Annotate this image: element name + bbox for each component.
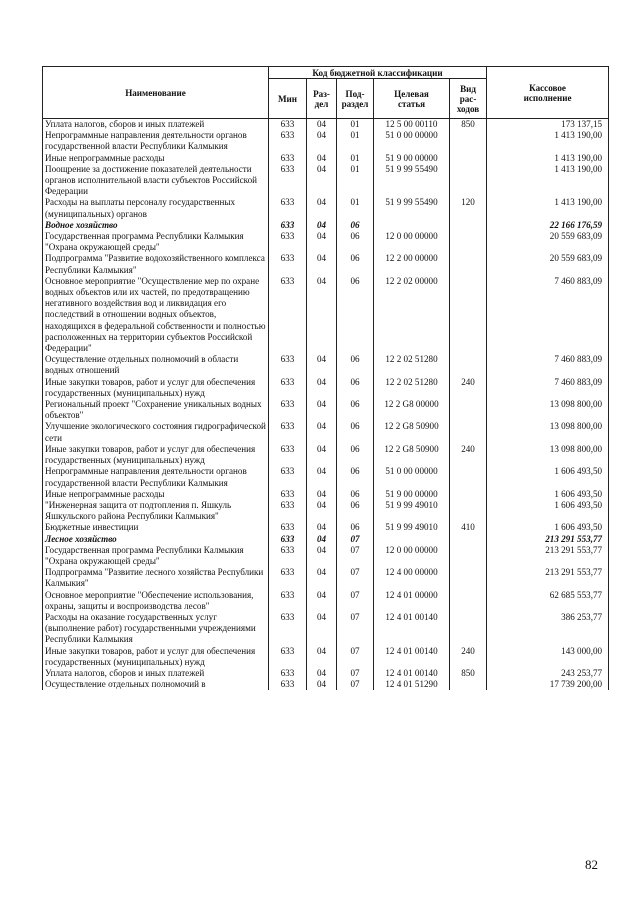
row-podrazdel: 07 (337, 534, 374, 545)
table-row (43, 399, 609, 421)
table-row (43, 545, 609, 567)
row-name: "Инженерная защита от подтопления п. Яшкуль Яшкульского района Республики Калмыкия" (43, 500, 269, 522)
table-row (43, 164, 609, 198)
row-razdel: 04 (307, 668, 337, 679)
row-min: 633 (269, 522, 307, 533)
row-razdel: 04 (307, 399, 337, 421)
row-target: 12 0 00 00000 (374, 545, 450, 567)
table-row (43, 567, 609, 589)
row-podrazdel: 06 (337, 489, 374, 500)
row-podrazdel: 07 (337, 545, 374, 567)
row-name: Основное мероприятие "Обеспечение использования, охраны, защиты и воспроизводства лесов" (43, 590, 269, 612)
row-amount: 7 460 883,09 (487, 354, 609, 376)
table-row (43, 444, 609, 466)
row-name: Поощрение за достижение показателей деятельности органов исполнительной власти субъектов Российской Федерации (43, 164, 269, 198)
row-name: Иные закупки товаров, работ и услуг для обеспечения государственных (муниципальных) нужд (43, 377, 269, 399)
row-podrazdel: 07 (337, 679, 374, 690)
row-amount: 386 253,77 (487, 612, 609, 646)
row-vid (450, 354, 487, 376)
row-vid (450, 500, 487, 522)
row-vid (450, 130, 487, 152)
row-vid: 120 (450, 197, 487, 219)
header-target: Целевая статья (374, 79, 450, 119)
row-podrazdel: 07 (337, 567, 374, 589)
row-target: 12 0 00 00000 (374, 231, 450, 253)
row-target: 51 9 99 49010 (374, 500, 450, 522)
row-amount: 1 606 493,50 (487, 500, 609, 522)
row-min: 633 (269, 590, 307, 612)
row-min: 633 (269, 377, 307, 399)
row-target: 12 5 00 00110 (374, 119, 450, 131)
table-row (43, 421, 609, 443)
row-podrazdel: 06 (337, 444, 374, 466)
row-amount: 1 413 190,00 (487, 153, 609, 164)
row-razdel: 04 (307, 545, 337, 567)
row-podrazdel: 06 (337, 399, 374, 421)
row-vid: 410 (450, 522, 487, 533)
row-min: 633 (269, 220, 307, 231)
row-target: 51 9 99 55490 (374, 197, 450, 219)
row-vid (450, 489, 487, 500)
row-amount: 20 559 683,09 (487, 231, 609, 253)
row-amount: 62 685 553,77 (487, 590, 609, 612)
row-amount: 1 413 190,00 (487, 130, 609, 152)
table-row (43, 612, 609, 646)
row-min: 633 (269, 153, 307, 164)
row-vid: 240 (450, 444, 487, 466)
row-min: 633 (269, 534, 307, 545)
row-min: 633 (269, 130, 307, 152)
row-name: Иные закупки товаров, работ и услуг для обеспечения государственных (муниципальных) нужд (43, 646, 269, 668)
row-min: 633 (269, 164, 307, 198)
row-amount: 1 606 493,50 (487, 522, 609, 533)
row-vid (450, 679, 487, 690)
row-target: 12 4 00 00000 (374, 567, 450, 589)
row-target: 12 2 02 51280 (374, 354, 450, 376)
row-amount: 143 000,00 (487, 646, 609, 668)
row-razdel: 04 (307, 421, 337, 443)
row-podrazdel: 06 (337, 354, 374, 376)
row-target: 12 2 00 00000 (374, 253, 450, 275)
header-min: Мин (269, 79, 307, 119)
row-vid (450, 534, 487, 545)
row-razdel: 04 (307, 119, 337, 131)
row-target: 12 2 G8 00000 (374, 399, 450, 421)
row-amount: 7 460 883,09 (487, 276, 609, 354)
row-name: Региональный проект "Сохранение уникальных водных объектов" (43, 399, 269, 421)
row-min: 633 (269, 444, 307, 466)
row-target: 12 4 01 51290 (374, 679, 450, 690)
table-row (43, 197, 609, 219)
row-razdel: 04 (307, 197, 337, 219)
row-name: Основное мероприятие "Осуществление мер по охране водных объектов или их частей, по предотвращению негативного воздействия вод и ликвидация его последствий в отношении водных объектов, находящихся в федеральной собственности и полностью расположенных на территории субъектов Российской Федерации" (43, 276, 269, 354)
table-row (43, 220, 609, 231)
row-name: Уплата налогов, сборов и иных платежей (43, 668, 269, 679)
row-razdel: 04 (307, 646, 337, 668)
row-razdel: 04 (307, 466, 337, 488)
row-razdel: 04 (307, 153, 337, 164)
table-row (43, 668, 609, 679)
row-razdel: 04 (307, 522, 337, 533)
table-row (43, 489, 609, 500)
table-row (43, 522, 609, 533)
row-name: Подпрограмма "Развитие водохозяйственного комплекса Республики Калмыкия" (43, 253, 269, 275)
row-razdel: 04 (307, 489, 337, 500)
row-amount: 1 413 190,00 (487, 197, 609, 219)
row-name: Лесное хозяйство (43, 534, 269, 545)
row-name: Улучшение экологического состояния гидрографической сети (43, 421, 269, 443)
row-vid (450, 276, 487, 354)
row-vid (450, 253, 487, 275)
row-min: 633 (269, 646, 307, 668)
row-min: 633 (269, 567, 307, 589)
header-name: Наименование (43, 67, 269, 119)
row-razdel: 04 (307, 130, 337, 152)
row-razdel: 04 (307, 444, 337, 466)
row-amount: 1 606 493,50 (487, 489, 609, 500)
row-min: 633 (269, 197, 307, 219)
row-min: 633 (269, 489, 307, 500)
row-podrazdel: 07 (337, 668, 374, 679)
row-target (374, 220, 450, 231)
row-amount: 20 559 683,09 (487, 253, 609, 275)
row-vid (450, 399, 487, 421)
row-target: 12 2 G8 50900 (374, 421, 450, 443)
row-razdel: 04 (307, 253, 337, 275)
row-target (374, 534, 450, 545)
table-row (43, 377, 609, 399)
page-number: 82 (585, 857, 598, 872)
row-podrazdel: 01 (337, 164, 374, 198)
row-podrazdel: 01 (337, 119, 374, 131)
budget-table (42, 66, 609, 690)
row-amount: 13 098 800,00 (487, 399, 609, 421)
row-name: Подпрограмма "Развитие лесного хозяйства Республики Калмыкия" (43, 567, 269, 589)
row-target: 51 9 99 55490 (374, 164, 450, 198)
row-target: 12 4 01 00000 (374, 590, 450, 612)
row-vid (450, 466, 487, 488)
header-razdel: Раз- дел (307, 79, 337, 119)
row-podrazdel: 07 (337, 646, 374, 668)
row-target: 51 9 00 00000 (374, 489, 450, 500)
row-vid: 240 (450, 646, 487, 668)
row-name: Водное хозяйство (43, 220, 269, 231)
row-razdel: 04 (307, 590, 337, 612)
row-amount: 213 291 553,77 (487, 567, 609, 589)
row-target: 12 4 01 00140 (374, 646, 450, 668)
row-podrazdel: 06 (337, 522, 374, 533)
row-podrazdel: 01 (337, 153, 374, 164)
table-row (43, 253, 609, 275)
row-razdel: 04 (307, 276, 337, 354)
row-amount: 213 291 553,77 (487, 534, 609, 545)
row-amount: 13 098 800,00 (487, 444, 609, 466)
row-razdel: 04 (307, 679, 337, 690)
row-target: 51 9 00 00000 (374, 153, 450, 164)
row-vid (450, 220, 487, 231)
row-podrazdel: 06 (337, 253, 374, 275)
row-podrazdel: 06 (337, 466, 374, 488)
row-name: Уплата налогов, сборов и иных платежей (43, 119, 269, 131)
table-header (43, 67, 609, 119)
row-name: Непрограммные направления деятельности органов государственной власти Республики Калмыкия (43, 466, 269, 488)
row-amount: 1 413 190,00 (487, 164, 609, 198)
row-razdel: 04 (307, 231, 337, 253)
row-amount: 173 137,15 (487, 119, 609, 131)
row-podrazdel: 06 (337, 220, 374, 231)
row-target: 51 9 99 49010 (374, 522, 450, 533)
row-name: Бюджетные инвестиции (43, 522, 269, 533)
row-min: 633 (269, 668, 307, 679)
row-podrazdel: 06 (337, 231, 374, 253)
row-min: 633 (269, 500, 307, 522)
row-min: 633 (269, 421, 307, 443)
row-vid (450, 590, 487, 612)
row-podrazdel: 06 (337, 377, 374, 399)
row-podrazdel: 06 (337, 421, 374, 443)
row-amount: 1 606 493,50 (487, 466, 609, 488)
row-amount: 213 291 553,77 (487, 545, 609, 567)
row-vid (450, 545, 487, 567)
row-amount: 22 166 176,59 (487, 220, 609, 231)
row-razdel: 04 (307, 534, 337, 545)
row-amount: 243 253,77 (487, 668, 609, 679)
row-name: Иные закупки товаров, работ и услуг для обеспечения государственных (муниципальных) нужд (43, 444, 269, 466)
row-vid (450, 612, 487, 646)
row-podrazdel: 06 (337, 500, 374, 522)
header-cash: Кассовое исполнение (487, 67, 609, 119)
row-razdel: 04 (307, 500, 337, 522)
row-name: Иные непрограммные расходы (43, 153, 269, 164)
row-name: Иные непрограммные расходы (43, 489, 269, 500)
row-min: 633 (269, 354, 307, 376)
row-min: 633 (269, 679, 307, 690)
row-name: Осуществление отдельных полномочий в (43, 679, 269, 690)
row-vid (450, 421, 487, 443)
table-row (43, 130, 609, 152)
row-name: Расходы на выплаты персоналу государственных (муниципальных) органов (43, 197, 269, 219)
row-target: 51 0 00 00000 (374, 130, 450, 152)
row-amount: 17 739 200,00 (487, 679, 609, 690)
row-target: 12 4 01 00140 (374, 668, 450, 679)
row-vid (450, 153, 487, 164)
row-target: 12 2 G8 50900 (374, 444, 450, 466)
row-name: Государственная программа Республики Калмыкия "Охрана окружающей среды" (43, 231, 269, 253)
row-min: 633 (269, 612, 307, 646)
row-name: Расходы на оказание государственных услуг (выполнение работ) государственными учреждениями Республики Калмыкия (43, 612, 269, 646)
row-name: Государственная программа Республики Калмыкия "Охрана окружающей среды" (43, 545, 269, 567)
table-row (43, 679, 609, 690)
row-min: 633 (269, 253, 307, 275)
row-razdel: 04 (307, 220, 337, 231)
row-vid (450, 231, 487, 253)
header-code-group: Код бюджетной классификации (269, 67, 487, 79)
row-amount: 13 098 800,00 (487, 421, 609, 443)
table-body (43, 119, 609, 691)
row-razdel: 04 (307, 567, 337, 589)
row-razdel: 04 (307, 377, 337, 399)
row-vid: 850 (450, 668, 487, 679)
table-row (43, 500, 609, 522)
row-target: 51 0 00 00000 (374, 466, 450, 488)
row-vid: 850 (450, 119, 487, 131)
row-min: 633 (269, 276, 307, 354)
row-razdel: 04 (307, 354, 337, 376)
table-row (43, 534, 609, 545)
row-target: 12 2 02 51280 (374, 377, 450, 399)
table-row (43, 590, 609, 612)
table-row (43, 354, 609, 376)
row-name: Осуществление отдельных полномочий в области водных отношений (43, 354, 269, 376)
row-name: Непрограммные направления деятельности органов государственной власти Республики Калмыкия (43, 130, 269, 152)
row-podrazdel: 01 (337, 130, 374, 152)
header-vid: Вид рас- ходов (450, 79, 487, 119)
table-row (43, 153, 609, 164)
row-razdel: 04 (307, 612, 337, 646)
row-min: 633 (269, 119, 307, 131)
header-podrazdel: Под- раздел (337, 79, 374, 119)
row-target: 12 2 02 00000 (374, 276, 450, 354)
row-min: 633 (269, 399, 307, 421)
row-podrazdel: 01 (337, 197, 374, 219)
row-vid: 240 (450, 377, 487, 399)
row-podrazdel: 07 (337, 590, 374, 612)
row-min: 633 (269, 466, 307, 488)
row-target: 12 4 01 00140 (374, 612, 450, 646)
table-row (43, 119, 609, 131)
table-row (43, 646, 609, 668)
row-amount: 7 460 883,09 (487, 377, 609, 399)
row-min: 633 (269, 545, 307, 567)
row-podrazdel: 07 (337, 612, 374, 646)
table-row (43, 466, 609, 488)
row-min: 633 (269, 231, 307, 253)
table-row (43, 276, 609, 354)
row-vid (450, 164, 487, 198)
row-podrazdel: 06 (337, 276, 374, 354)
table-row (43, 231, 609, 253)
row-razdel: 04 (307, 164, 337, 198)
row-vid (450, 567, 487, 589)
